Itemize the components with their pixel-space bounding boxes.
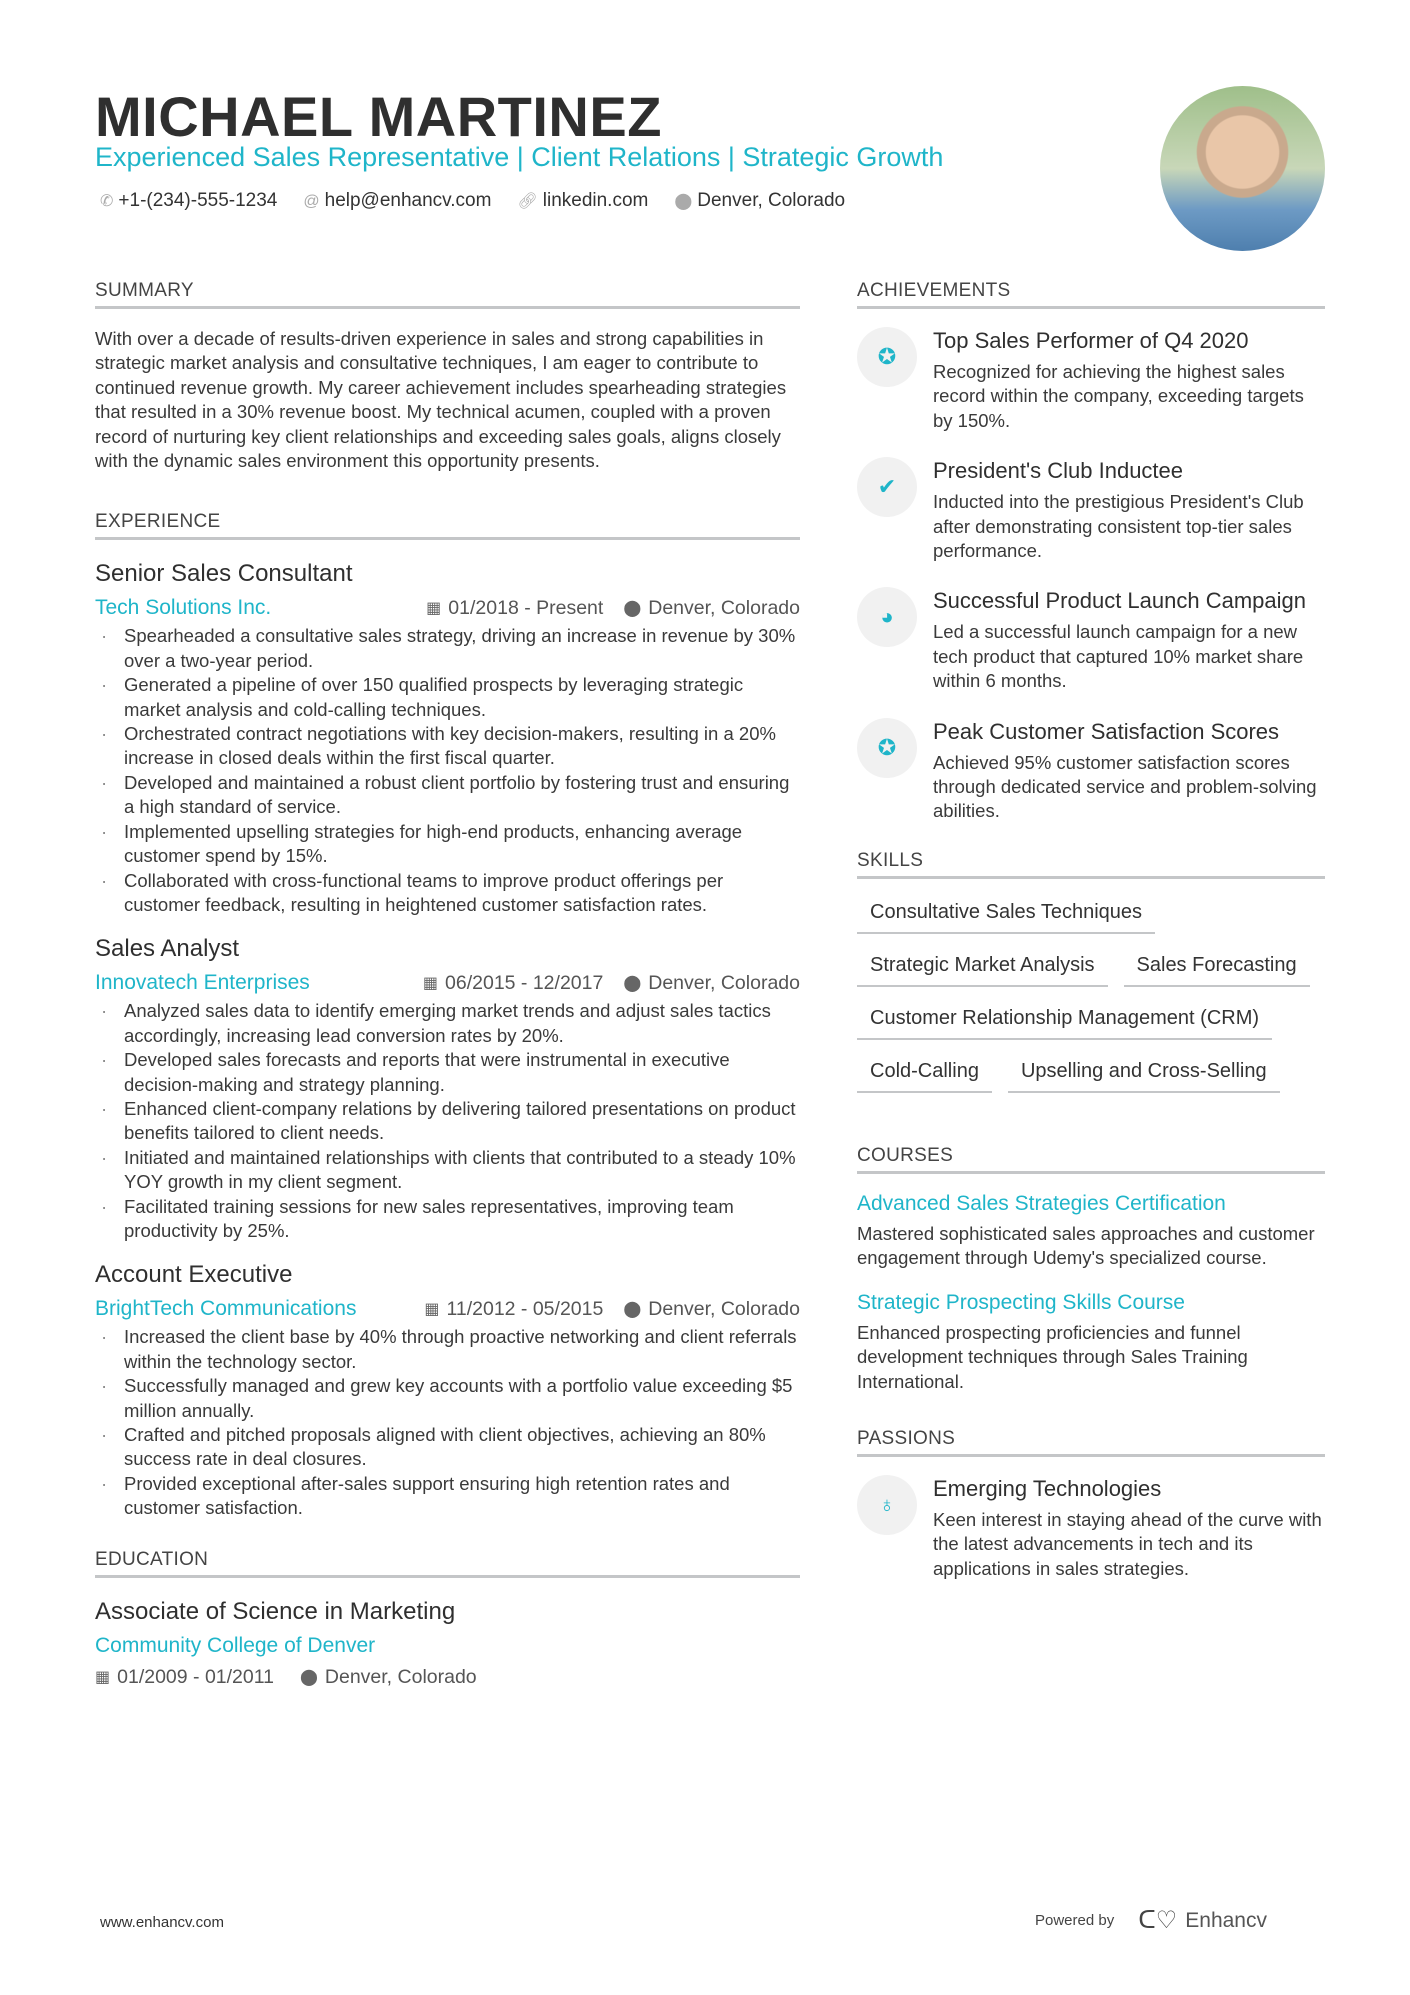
link-contact[interactable]	[517, 190, 648, 212]
job-bullets	[95, 999, 800, 1243]
summary-heading: SUMMARY	[95, 280, 800, 309]
job-bullet: · Developed sales forecasts and reports that were instrumental in executive decision-making and strategy planning.	[95, 1048, 800, 1097]
email-text[interactable]: help@enhancv.com	[324, 190, 492, 211]
location-pin-icon: ⬤	[299, 1669, 318, 1687]
company-name: Tech Solutions Inc.	[95, 596, 272, 620]
item-title: Emerging Technologies	[933, 1475, 1162, 1501]
item-text: Recognized for achieving the highest sales record within the company, exceeding targets by 150%.	[933, 361, 1304, 431]
experience-list	[95, 560, 800, 1520]
brand-name: Enhancv	[1185, 1908, 1267, 1932]
item-title: Peak Customer Satisfaction Scores	[933, 718, 1280, 744]
job-bullets	[95, 1325, 800, 1520]
enhancv-logo-icon: ᑕ♡	[1138, 1907, 1178, 1934]
job-meta	[95, 971, 800, 995]
job-entry	[95, 1261, 800, 1520]
check-icon: ✔	[857, 457, 917, 517]
award-icon: ✪	[857, 718, 917, 778]
link-icon: 🔗︎	[517, 193, 538, 210]
item-text: Achieved 95% customer satisfaction scores through dedicated service and problem-solving abilities.	[933, 751, 1317, 822]
email-contact[interactable]	[303, 190, 491, 212]
job-location: Denver, Colorado	[648, 596, 800, 619]
job-bullet: · Generated a pipeline of over 150 qualified prospects by leveraging strategic market analysis and cold-calling techniques.	[95, 673, 800, 722]
phone-contact	[100, 190, 277, 212]
rocket-icon: ◕	[857, 587, 917, 647]
education-dates: 01/2009 - 01/2011	[117, 1665, 274, 1688]
right-column	[857, 280, 1325, 1605]
job-location: Denver, Colorado	[648, 1297, 800, 1320]
school: Community College of Denver	[95, 1633, 376, 1657]
achievements-item	[857, 718, 1325, 824]
award-icon: ✪	[857, 327, 917, 387]
company-name: BrightTech Communications	[95, 1297, 357, 1321]
calendar-icon: ▦	[95, 1669, 111, 1687]
phone-icon: ✆	[100, 193, 114, 210]
course-item	[857, 1291, 1325, 1394]
location-pin-icon: ⬤	[623, 975, 642, 993]
achievements-list	[857, 327, 1325, 824]
item-title: Top Sales Performer of Q4 2020	[933, 328, 1249, 353]
passions-item	[857, 1475, 1325, 1581]
job-bullet: · Implemented upselling strategies for high-end products, enhancing average customer spend by 15%.	[95, 820, 800, 869]
location-text: Denver, Colorado	[697, 190, 846, 211]
courses-heading: COURSES	[857, 1145, 1325, 1174]
powered-by-text: Powered by	[1035, 1912, 1115, 1929]
job-dates: 11/2012 - 05/2015	[446, 1297, 604, 1320]
link-text[interactable]: linkedin.com	[542, 190, 649, 211]
job-entry	[95, 935, 800, 1243]
location-pin-icon: ⬤	[674, 193, 693, 210]
skill-tag: Strategic Market Analysis	[857, 954, 1108, 987]
course-text: Enhanced prospecting proficiencies and funnel development techniques through Sales Training International.	[857, 1321, 1248, 1392]
footer-website[interactable]: www.enhancv.com	[100, 1914, 224, 1931]
education-heading: EDUCATION	[95, 1549, 800, 1578]
item-text: Keen interest in staying ahead of the curve with the latest advancements in tech and its applications in sales strategies.	[933, 1508, 1322, 1579]
company-name: Innovatech Enterprises	[95, 971, 310, 995]
item-text: Inducted into the prestigious President's Club after demonstrating consistent top-tier sales performance.	[933, 491, 1304, 562]
passions-list	[857, 1475, 1325, 1581]
job-bullet: · Orchestrated contract negotiations with key decision-makers, resulting in a 20% increase in closed deals within the first fiscal quarter.	[95, 722, 800, 771]
job-bullet: · Facilitated training sessions for new sales representatives, improving team productivity by 25%.	[95, 1195, 800, 1244]
job-dates: 06/2015 - 12/2017	[445, 971, 604, 994]
calendar-icon: ▦	[424, 1301, 440, 1319]
job-title: Account Executive	[95, 1261, 293, 1289]
skill-tag: Consultative Sales Techniques	[857, 901, 1155, 934]
profile-photo	[1160, 86, 1325, 251]
course-title: Advanced Sales Strategies Certification	[857, 1191, 1226, 1215]
job-bullets	[95, 624, 800, 917]
skill-tag: Customer Relationship Management (CRM)	[857, 1007, 1272, 1040]
phone-text: +1-(234)-555-1234	[118, 190, 278, 211]
at-icon: @	[303, 193, 320, 210]
passions-heading: PASSIONS	[857, 1428, 1325, 1457]
course-title: Strategic Prospecting Skills Course	[857, 1290, 1185, 1314]
job-bullet: · Developed and maintained a robust client portfolio by fostering trust and ensuring a high standard of service.	[95, 771, 800, 820]
education-meta	[75, 1666, 800, 1689]
candidate-name: MICHAEL MARTINEZ	[95, 85, 662, 148]
job-bullet: · Increased the client base by 40% through proactive networking and client referrals within the technology sector.	[95, 1325, 800, 1374]
job-bullet: · Crafted and pitched proposals aligned with client objectives, achieving an 80% success rate in deal closures.	[95, 1423, 800, 1472]
item-text: Led a successful launch campaign for a new tech product that captured 10% market share within 6 months.	[933, 621, 1304, 692]
job-meta	[95, 596, 800, 620]
course-text: Mastered sophisticated sales approaches and customer engagement through Udemy's specialized course.	[857, 1222, 1315, 1269]
left-column	[95, 280, 800, 1693]
job-title: Senior Sales Consultant	[95, 560, 353, 588]
candidate-subtitle: Experienced Sales Representative | Client Relations | Strategic Growth	[95, 142, 944, 172]
footer-branding	[1035, 1906, 1267, 1935]
job-bullet: · Collaborated with cross-functional teams to improve product offerings per customer feedback, resulting in heightened customer satisfaction rates.	[95, 869, 800, 918]
job-entry	[95, 560, 800, 917]
location-pin-icon: ⬤	[623, 1301, 642, 1319]
courses-list	[857, 1192, 1325, 1394]
job-bullet: · Spearheaded a consultative sales strategy, driving an increase in revenue by 30% over a two-year period.	[95, 624, 800, 673]
achievements-item	[857, 327, 1325, 433]
summary-text: With over a decade of results-driven experience in sales and strong capabilities in strategic market analysis and consultative techniques, I am eager to contribute to continued revenue growth. My career achievement includes spearheading strategies that resulted in a 30% revenue boost. My technical acumen, coupled with a proven record of nurturing key client relationships and exceeding sales goals, aligns closely with the dynamic sales environment this opportunity presents.	[95, 328, 787, 472]
skills-heading: SKILLS	[857, 850, 1325, 879]
job-title: Sales Analyst	[95, 935, 240, 963]
calendar-icon: ▦	[426, 600, 442, 618]
skill-tag: Upselling and Cross-Selling	[1008, 1060, 1280, 1093]
degree: Associate of Science in Marketing	[95, 1597, 456, 1625]
calendar-icon: ▦	[422, 975, 439, 993]
achievements-item	[857, 457, 1325, 563]
item-title: Successful Product Launch Campaign	[933, 588, 1306, 614]
job-bullet: · Analyzed sales data to identify emerging market trends and adjust sales tactics accordingly, increasing lead conversion rates by 20%.	[95, 999, 800, 1048]
location-pin-icon: ⬤	[623, 600, 642, 618]
enhancv-logo[interactable]	[1138, 1906, 1267, 1935]
job-meta	[95, 1297, 800, 1321]
job-bullet: · Enhanced client-company relations by delivering tailored presentations on product benefits tailored to client needs.	[95, 1097, 800, 1146]
job-bullet: · Initiated and maintained relationships with clients that contributed to a steady 10% YOY growth in my client segment.	[95, 1146, 800, 1195]
location-contact	[674, 190, 845, 212]
achievements-item	[857, 587, 1325, 693]
skill-tag: Cold-Calling	[857, 1060, 992, 1093]
job-dates: 01/2018 - Present	[448, 596, 604, 619]
experience-heading: EXPERIENCE	[95, 511, 800, 540]
contact-info	[100, 190, 845, 212]
job-bullet: · Provided exceptional after-sales support ensuring high retention rates and customer satisfaction.	[95, 1472, 800, 1521]
skills-list	[857, 901, 1325, 1093]
achievements-heading: ACHIEVEMENTS	[857, 280, 1325, 309]
item-title: President's Club Inductee	[933, 458, 1184, 484]
lightbulb-icon: ♁	[857, 1475, 917, 1535]
job-bullet: · Successfully managed and grew key accounts with a portfolio value exceeding $5 million annually.	[95, 1374, 800, 1423]
skill-tag: Sales Forecasting	[1124, 954, 1310, 987]
education-location: Denver, Colorado	[324, 1665, 477, 1688]
job-location: Denver, Colorado	[648, 971, 800, 994]
course-item	[857, 1192, 1325, 1271]
